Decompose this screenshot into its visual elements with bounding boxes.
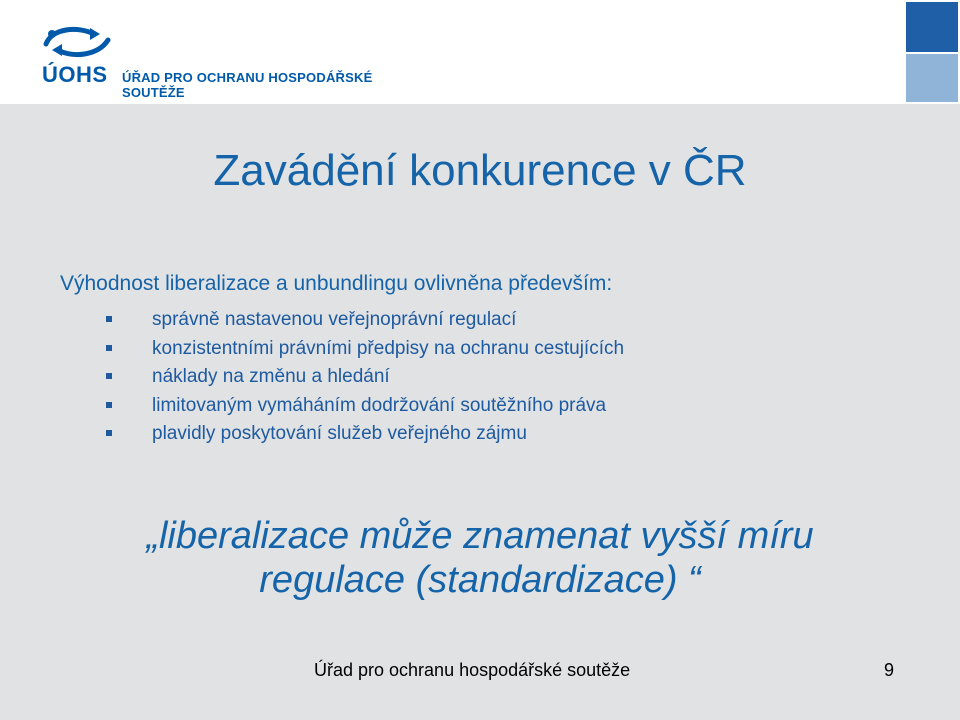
bullet-text: náklady na změnu a hledání (152, 366, 390, 388)
bullet-square-icon (106, 402, 112, 408)
bullet-item (104, 420, 624, 449)
bullet-text: plavidly poskytování služeb veřejného zájmu (152, 423, 527, 445)
footer-text: Úřad pro ochranu hospodářské soutěže (314, 660, 631, 680)
corner-decoration-light (906, 54, 958, 102)
slide-title: Zavádění konkurence v ČR (213, 146, 747, 195)
uohs-logo (38, 22, 438, 100)
bullet-list (104, 306, 624, 449)
logo-swoosh-icon (38, 22, 118, 62)
bullet-square-icon (106, 430, 112, 436)
corner-decoration-dark (906, 2, 958, 52)
bullet-item (104, 306, 624, 335)
quote-line-2: regulace (standardizace) “ (259, 559, 701, 601)
intro-text: Výhodnost liberalizace a unbundlingu ovlivněna především: (60, 272, 613, 295)
bullet-square-icon (106, 316, 112, 322)
bullet-square-icon (106, 373, 112, 379)
quote (0, 514, 960, 602)
bullet-square-icon (106, 345, 112, 351)
bullet-text: limitovaným vymáháním dodržování soutěžního práva (152, 394, 607, 416)
bullet-item (104, 392, 624, 421)
logo-wordmark: ÚOHS (42, 62, 108, 87)
bullet-text: správně nastavenou veřejnoprávní regulací (152, 309, 517, 330)
page-number: 9 (884, 660, 895, 680)
bullet-item (104, 363, 624, 392)
bullet-text: konzistentními právními předpisy na ochranu cestujících (152, 337, 625, 359)
quote-line-1: „liberalizace může znamenat vyšší míru (146, 515, 814, 557)
logo-org-name: ÚŘAD PRO OCHRANU HOSPODÁŘSKÉ SOUTĚŽE (122, 70, 373, 100)
bullet-item (104, 335, 624, 364)
